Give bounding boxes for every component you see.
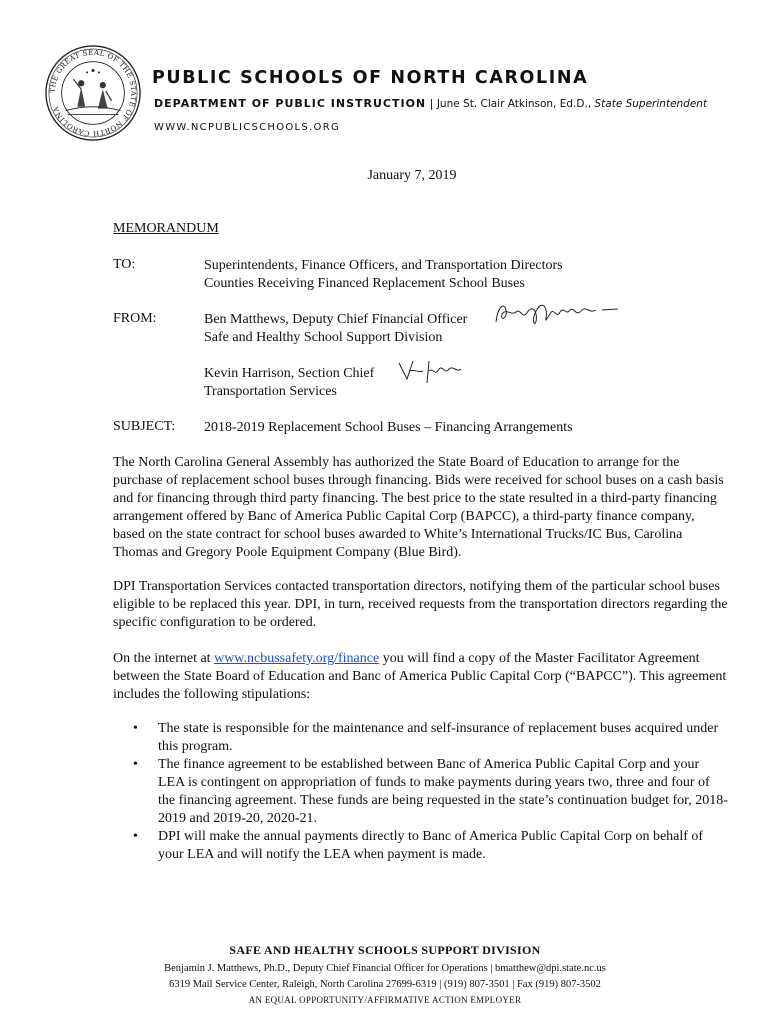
list-item <box>113 720 728 756</box>
letterhead-separator: | <box>426 97 437 110</box>
from-line-3: Kevin Harrison, Section Chief <box>204 366 375 381</box>
to-line-2: Counties Receiving Financed Replacement School Buses <box>204 276 525 291</box>
signature-harrison <box>395 355 465 389</box>
to-line-1: Superintendents, Finance Officers, and Transportation Directors <box>204 258 563 273</box>
list-item <box>113 756 728 828</box>
body-paragraph-2: DPI Transportation Services contacted transportation directors, notifying them of the particular school buses eligible to be replaced this year. DPI, in turn, received requests from the transportation directors regarding the specific configuration to be ordered. <box>113 579 728 630</box>
stipulation-text: The finance agreement to be established between Banc of America Public Capital Corp and your LEA is contingent on appropriation of funds to make payments during years two, three and four of the financing agreement. These funds are being requested in the state’s continuation budget for, 2018-2019 and 2019-20, 2020-21. <box>158 757 728 826</box>
footer-address-line: 6319 Mail Service Center, Raleigh, North Carolina 27699-6319 | (919) 807-3501 | Fax (919) 807-3502 <box>169 979 601 990</box>
superintendent-name: June St. Clair Atkinson, Ed.D., <box>436 98 595 110</box>
paragraph-3-lead: On the internet at <box>113 651 215 666</box>
body-paragraph-3 <box>113 650 728 704</box>
stipulations-list <box>113 720 728 864</box>
subject-text: 2018-2019 Replacement School Buses – Financing Arrangements <box>204 420 573 435</box>
from-sender-2 <box>204 365 374 401</box>
from-line-1: Ben Matthews, Deputy Chief Financial Officer <box>204 312 468 327</box>
finance-link[interactable]: www.ncbussafety.org/finance <box>214 651 380 666</box>
to-label: TO: <box>113 257 136 272</box>
bullet-icon: • <box>133 829 138 844</box>
bullet-icon: • <box>133 721 138 736</box>
memo-date: January 7, 2019 <box>367 168 457 183</box>
stipulation-text: DPI will make the annual payments directly to Banc of America Public Capital Corp on behalf of your LEA and will notify the LEA when payment is made. <box>158 829 704 862</box>
letterhead-website: WWW.NCPUBLICSCHOOLS.ORG <box>154 122 341 133</box>
from-sender-1 <box>204 311 467 347</box>
from-line-2: Safe and Healthy School Support Division <box>204 330 443 345</box>
from-line-4: Transportation Services <box>204 384 337 399</box>
state-seal-icon <box>44 44 142 142</box>
list-item <box>113 828 728 864</box>
paragraph-3-rest: you will find a copy of the Master Facilitator Agreement between the State Board of Education and Banc of America Public Capital Corp (“BAPCC”). This agreement includes the following stipulations: <box>113 651 727 702</box>
footer-contact-line: Benjamin J. Matthews, Ph.D., Deputy Chief Financial Officer for Operations | bmatthew@dpi.state.nc.us <box>164 963 606 974</box>
body-paragraph-1: The North Carolina General Assembly has authorized the State Board of Education to arrange for the purchase of replacement school buses through financing. Bids were received for school buses on a cash basis and for financing through third party financing. The best price to the state resulted in a third-party financing arrangement offered by Banc of America Public Capital Corp (BAPCC), a third-party finance company, based on the state contract for school buses awarded to White’s International Trucks/IC Bus, Carolina Thomas and Gregory Poole Equipment Company (Blue Bird). <box>113 455 724 560</box>
stipulation-text: The state is responsible for the maintenance and self-insurance of replacement buses acquired under this program. <box>158 721 719 754</box>
footer-eeo-statement: AN EQUAL OPPORTUNITY/AFFIRMATIVE ACTION EMPLOYER <box>248 995 522 1005</box>
department-name: DEPARTMENT OF PUBLIC INSTRUCTION <box>154 97 427 110</box>
signature-matthews <box>490 296 620 332</box>
letterhead-title: PUBLIC SCHOOLS OF NORTH CAROLINA <box>152 68 589 88</box>
subject-label: SUBJECT: <box>113 419 176 434</box>
footer-division: SAFE AND HEALTHY SCHOOLS SUPPORT DIVISION <box>229 943 541 957</box>
bullet-icon: • <box>133 757 138 772</box>
to-recipients <box>204 257 563 293</box>
superintendent-title: State Superintendent <box>594 98 708 110</box>
from-label: FROM: <box>113 311 157 326</box>
seal-text: THE GREAT SEAL OF THE STATE OF NORTH CAROLINA <box>47 47 139 139</box>
memo-heading: MEMORANDUM <box>113 221 219 236</box>
letterhead-department-line <box>154 97 707 110</box>
